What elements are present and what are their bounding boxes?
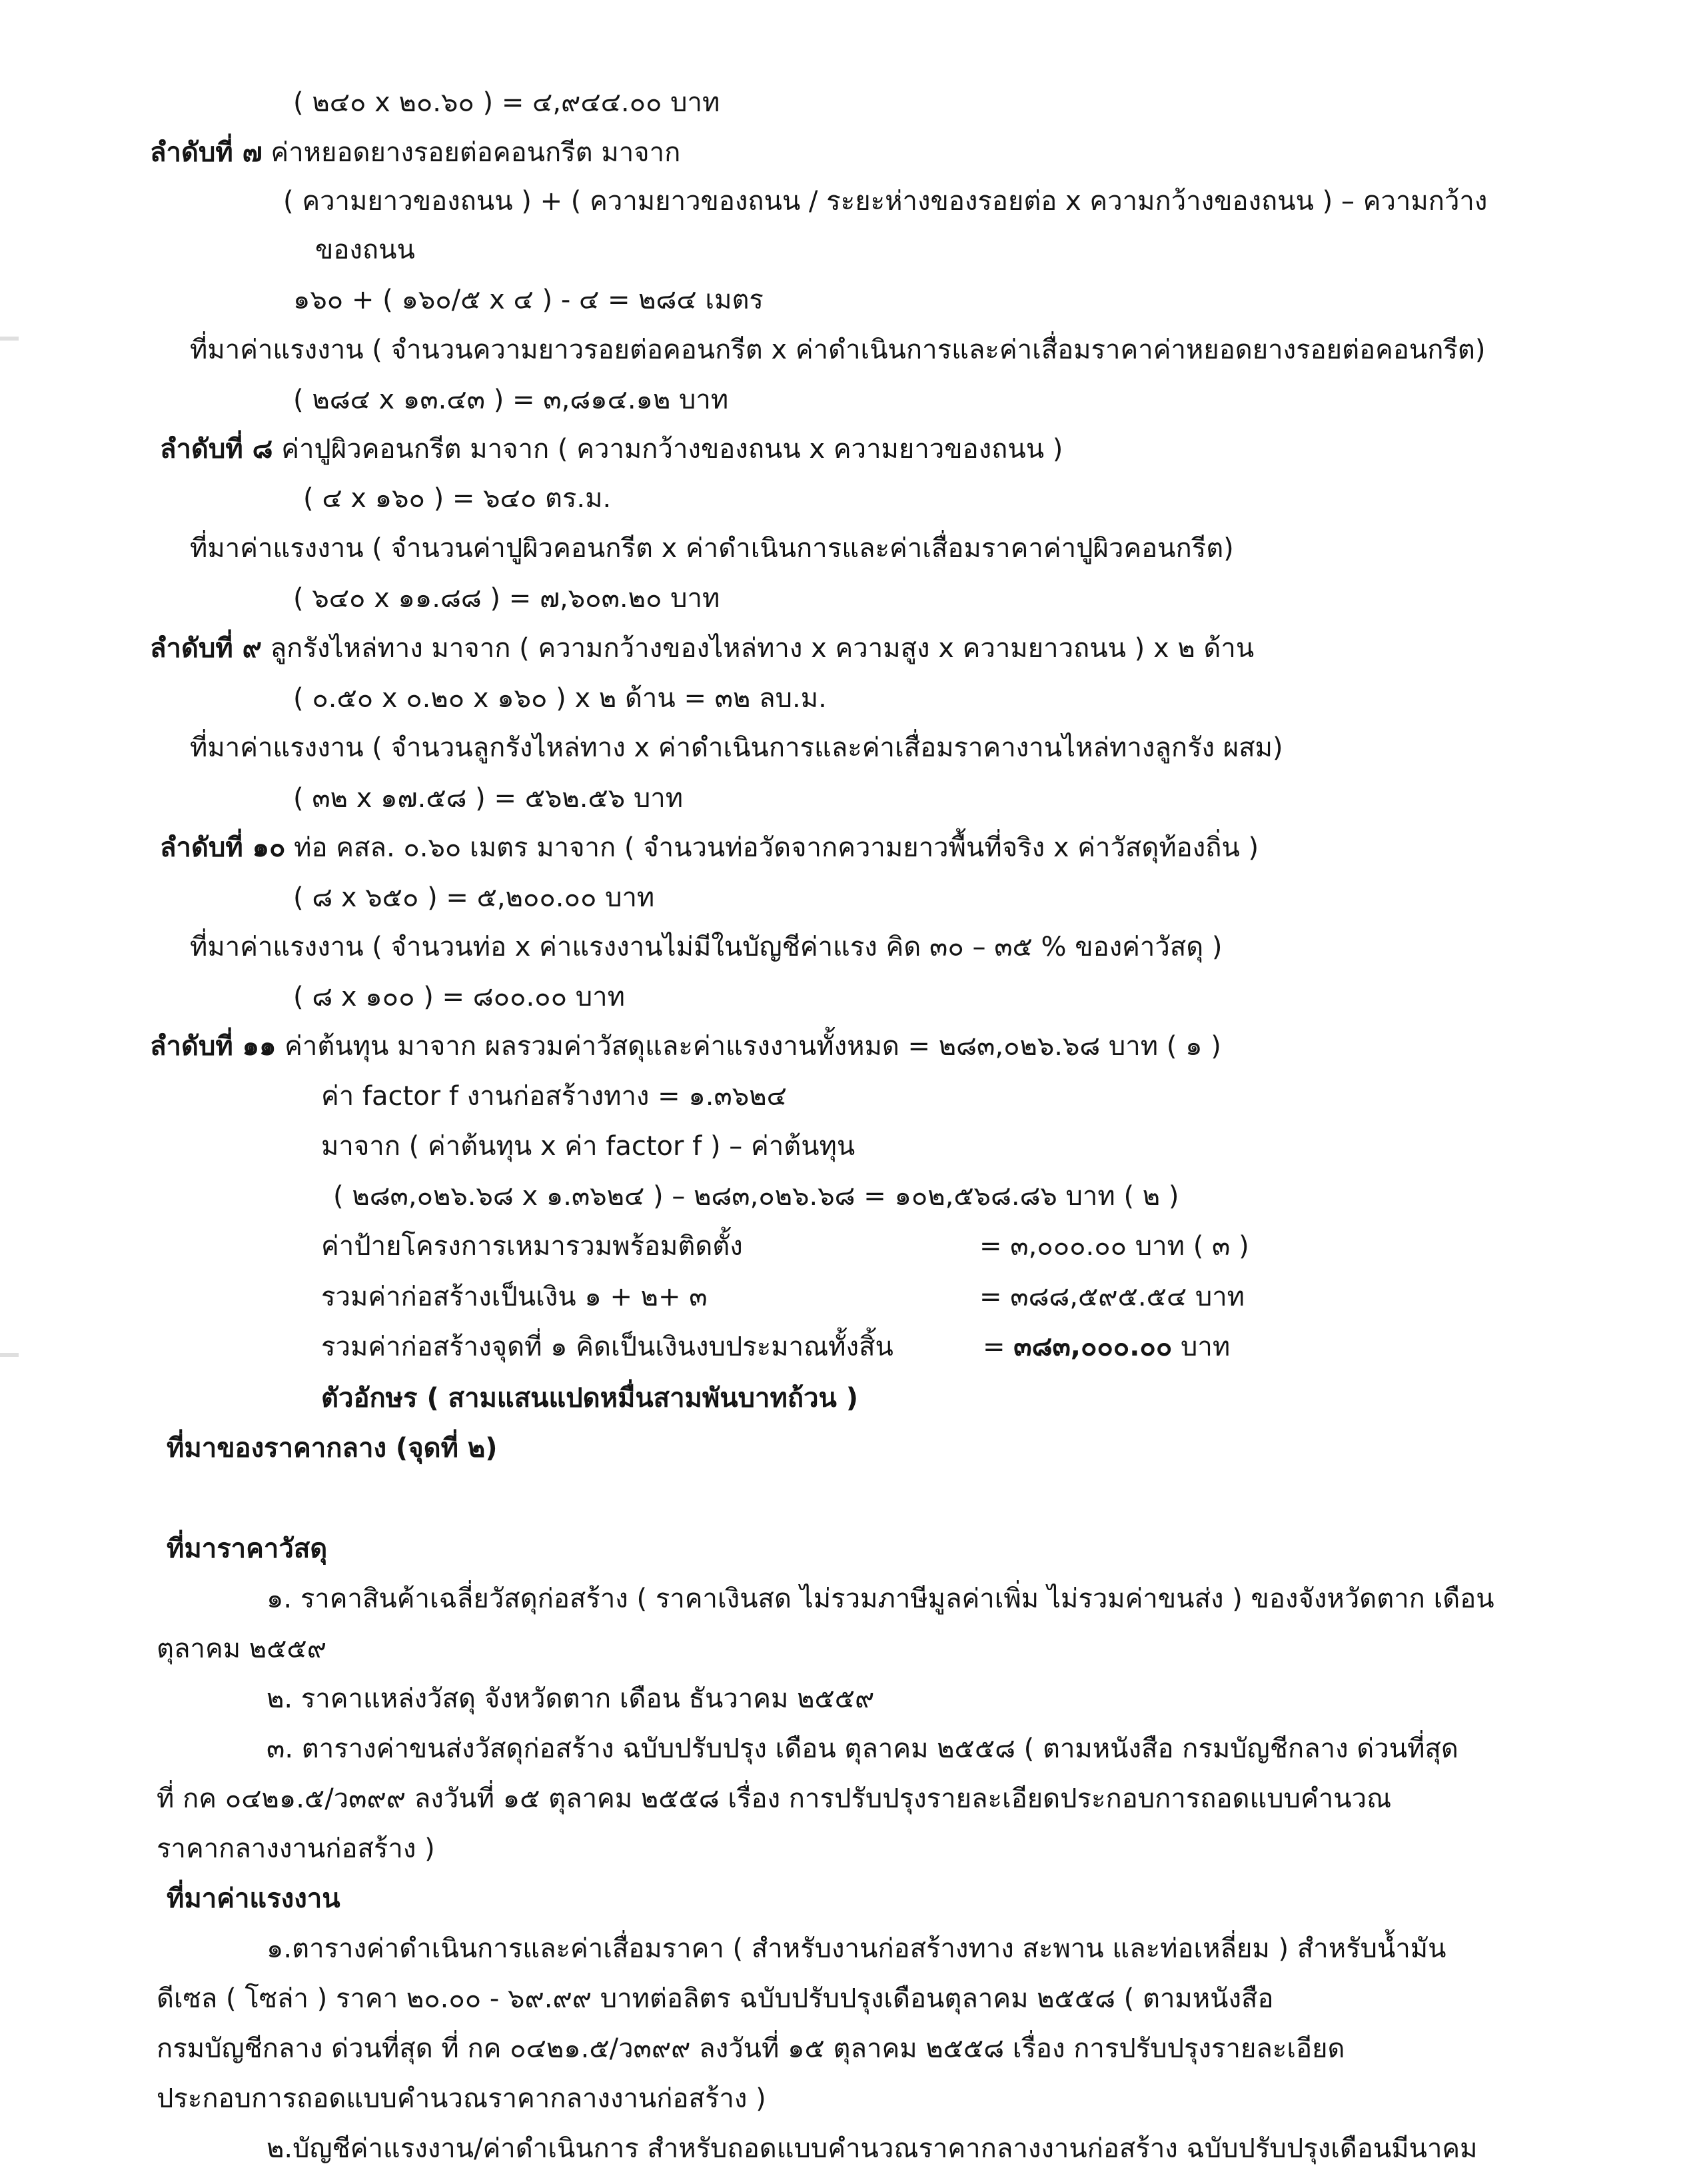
factor-line: ค่า factor f งานก่อสร้างทาง = ๑.๓๖๒๔ [321, 1081, 787, 1112]
formula-line-cont: ของถนน [315, 235, 415, 265]
calc-line: ( ๐.๕๐ x ๐.๒๐ x ๑๖๐ ) x ๒ ด้าน = ๓๒ ลบ.ม. [293, 683, 827, 714]
item-11-line [150, 1028, 1221, 1065]
scan-mark [0, 1353, 19, 1357]
sign-cost-label: ค่าป้ายโครงการเหมารวมพร้อมติดตั้ง [321, 1231, 743, 1262]
item-number: ลำดับที่ ๙ [150, 633, 262, 664]
item-title: ค่าต้นทุน มาจาก ผลรวมค่าวัสดุและค่าแรงงานทั้งหมด = ๒๘๓,๐๒๖.๖๘ บาท ( ๑ ) [276, 1031, 1221, 1062]
budget-unit: บาท [1172, 1332, 1231, 1362]
section-heading-material-prices: ที่มาราคาวัสดุ [167, 1534, 328, 1564]
section-heading-labor: ที่มาค่าแรงงาน [167, 1883, 340, 1914]
total-label: รวมค่าก่อสร้างเป็นเงิน ๑ + ๒+ ๓ [321, 1282, 708, 1312]
reference-3-cont: ที่ กค ๐๔๒๑.๕/ว๓๙๙ ลงวันที่ ๑๕ ตุลาคม ๒๕๕๘ เรื่อง การปรับปรุงรายละเอียดประกอบการถอดแบบคำนวณ [157, 1783, 1392, 1814]
item-number: ลำดับที่ ๑๑ [150, 1031, 277, 1062]
item-title: ท่อ คสล. ๐.๖๐ เมตร มาจาก ( จำนวนท่อวัดจากความยาวพื้นที่จริง x ค่าวัสดุท้องถิ่น ) [285, 832, 1259, 863]
item-10-line [160, 829, 1259, 866]
item-7-line [150, 134, 680, 171]
calc-line: ( ๖๔๐ x ๑๑.๘๘ ) = ๗,๖๐๓.๒๐ บาท [293, 583, 720, 614]
calc-line: ( ๘ x ๑๐๐ ) = ๘๐๐.๐๐ บาท [293, 982, 625, 1012]
formula-line: มาจาก ( ค่าต้นทุน x ค่า factor f ) – ค่าต้นทุน [321, 1131, 855, 1162]
item-8-line [160, 431, 1063, 468]
reference-1: ๑. ราคาสินค้าเฉลี่ยวัสดุก่อสร้าง ( ราคาเงินสด ไม่รวมภาษีมูลค่าเพิ่ม ไม่รวมค่าขนส่ง ) ของจังหวัดตาก เดือน [267, 1584, 1494, 1614]
labor-source-line: ที่มาค่าแรงงาน ( จำนวนลูกรังไหล่ทาง x ค่าดำเนินการและค่าเสื่อมราคางานไหล่ทางลูกรัง ผสม) [190, 732, 1283, 763]
calc-line: ๑๖๐ + ( ๑๖๐/๕ x ๔ ) - ๔ = ๒๘๔ เมตร [293, 285, 764, 315]
section-heading-point-2: ที่มาของราคากลาง (จุดที่ ๒) [167, 1433, 498, 1464]
item-number: ลำดับที่ ๑๐ [160, 832, 286, 863]
item-title: ค่าหยอดยางรอยต่อคอนกรีต มาจาก [262, 137, 681, 168]
reference-3: ๓. ตารางค่าขนส่งวัสดุก่อสร้าง ฉบับปรับปรุง เดือน ตุลาคม ๒๕๕๘ ( ตามหนังสือ กรมบัญชีกลาง ด่วนที่สุด [267, 1733, 1458, 1764]
labor-reference-1-cont: ดีเซล ( โซล่า ) ราคา ๒๐.๐๐ - ๖๙.๙๙ บาทต่อลิตร ฉบับปรับปรุงเดือนตุลาคม ๒๕๕๘ ( ตามหนังสือ [157, 1983, 1274, 2014]
scan-mark [0, 337, 19, 341]
calc-line: ( ๘ x ๖๕๐ ) = ๕,๒๐๐.๐๐ บาท [293, 882, 655, 913]
item-title: ค่าปูผิวคอนกรีต มาจาก ( ความกว้างของถนน x ความยาวของถนน ) [273, 434, 1063, 465]
labor-source-line: ที่มาค่าแรงงาน ( จำนวนค่าปูผิวคอนกรีต x ค่าดำเนินการและค่าเสื่อมราคาค่าปูผิวคอนกรีต) [190, 533, 1234, 564]
labor-reference-1: ๑.ตารางค่าดำเนินการและค่าเสื่อมราคา ( สำหรับงานก่อสร้างทาง สะพาน และท่อเหลี่ยม ) สำหรับน้ำมัน [267, 1933, 1446, 1964]
calc-line: ( ๔ x ๑๖๐ ) = ๖๔๐ ตร.ม. [303, 483, 612, 514]
budget-value [983, 1328, 1230, 1366]
reference-2: ๒. ราคาแหล่งวัสดุ จังหวัดตาก เดือน ธันวาคม ๒๕๕๙ [267, 1683, 875, 1714]
budget-amount: ๓๘๓,๐๐๐.๐๐ [1013, 1332, 1173, 1362]
calc-line: ( ๒๔๐ x ๒๐.๖๐ ) = ๔,๙๔๔.๐๐ บาท [293, 87, 720, 118]
reference-3-cont: ราคากลางงานก่อสร้าง ) [157, 1833, 435, 1864]
amount-in-words: ตัวอักษร ( สามแสนแปดหมื่นสามพันบาทถ้วน ) [321, 1383, 859, 1414]
calc-line: ( ๓๒ x ๑๗.๕๘ ) = ๕๖๒.๕๖ บาท [293, 783, 684, 814]
labor-source-line: ที่มาค่าแรงงาน ( จำนวนความยาวรอยต่อคอนกรีต x ค่าดำเนินการและค่าเสื่อมราคาค่าหยอดยางรอยต่อคอนกรีต) [190, 335, 1486, 365]
labor-reference-2: ๒.บัญชีค่าแรงงาน/ค่าดำเนินการ สำหรับถอดแบบคำนวณราคากลางงานก่อสร้าง ฉบับปรับปรุงเดือนมีนาคม [267, 2133, 1478, 2164]
budget-label: รวมค่าก่อสร้างจุดที่ ๑ คิดเป็นเงินงบประมาณทั้งสิ้น [321, 1332, 893, 1362]
item-number: ลำดับที่ ๗ [150, 137, 263, 168]
equals-sign: = [983, 1332, 1014, 1362]
labor-reference-1-cont: กรมบัญชีกลาง ด่วนที่สุด ที่ กค ๐๔๒๑.๕/ว๓๙๙ ลงวันที่ ๑๕ ตุลาคม ๒๕๕๘ เรื่อง การปรับปรุงรายละเอียด [157, 2033, 1345, 2064]
item-9-line [150, 630, 1254, 667]
total-value: = ๓๘๘,๕๙๕.๕๔ บาท [979, 1282, 1245, 1312]
labor-source-line: ที่มาค่าแรงงาน ( จำนวนท่อ x ค่าแรงงานไม่มีในบัญชีค่าแรง คิด ๓๐ – ๓๕ % ของค่าวัสดุ ) [190, 932, 1223, 962]
calc-line: ( ๒๘๓,๐๒๖.๖๘ x ๑.๓๖๒๔ ) – ๒๘๓,๐๒๖.๖๘ = ๑๐๒,๕๖๘.๘๖ บาท ( ๒ ) [333, 1181, 1179, 1212]
calc-line: ( ๒๘๔ x ๑๓.๔๓ ) = ๓,๘๑๔.๑๒ บาท [293, 385, 729, 415]
labor-reference-1-cont: ประกอบการถอดแบบคำนวณราคากลางงานก่อสร้าง ) [157, 2083, 766, 2114]
reference-1-cont: ตุลาคม ๒๕๕๙ [157, 1634, 326, 1664]
sign-cost-value: = ๓,๐๐๐.๐๐ บาท ( ๓ ) [979, 1231, 1249, 1262]
item-number: ลำดับที่ ๘ [160, 434, 273, 465]
item-title: ลูกรังไหล่ทาง มาจาก ( ความกว้างของไหล่ทาง x ความสูง x ความยาวถนน ) x ๒ ด้าน [261, 633, 1255, 664]
formula-line: ( ความยาวของถนน ) + ( ความยาวของถนน / ระยะห่างของรอยต่อ x ความกว้างของถนน ) – ความกว้าง [283, 186, 1488, 217]
